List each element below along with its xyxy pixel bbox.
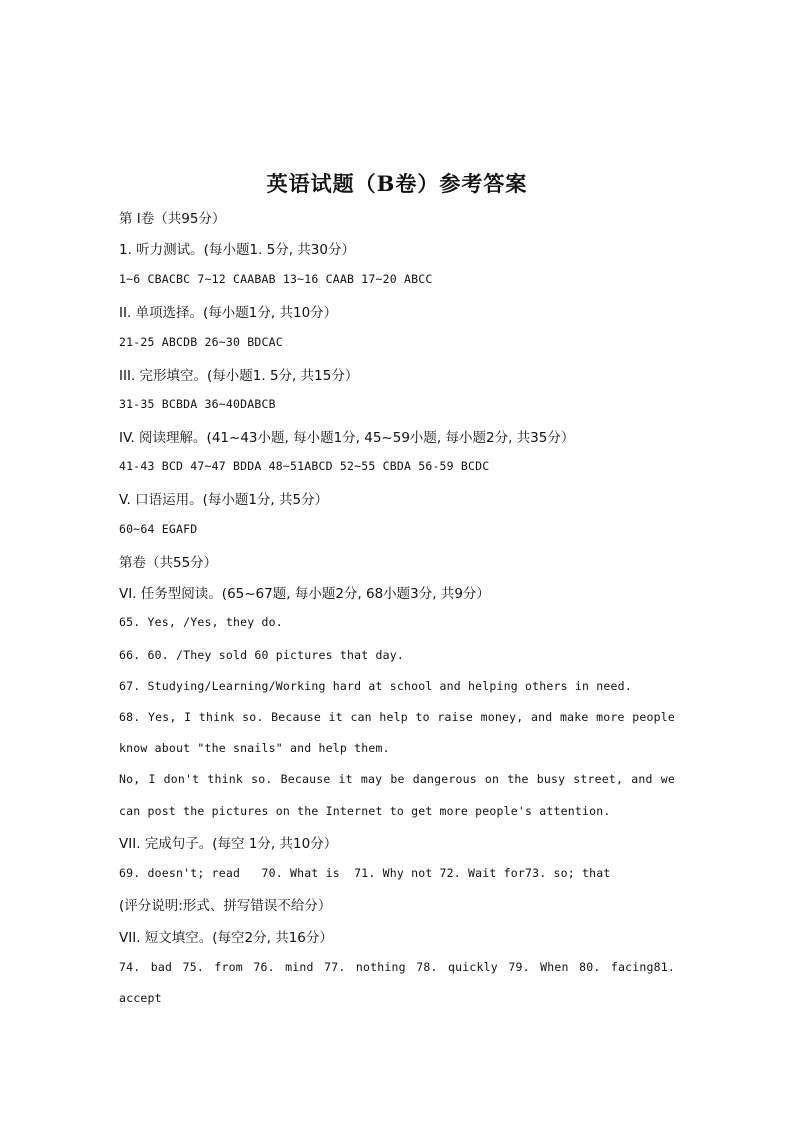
answers-cloze: 31-35 BCBDA 36~40DABCB [119, 397, 276, 411]
section-heading-single-choice: II. 单项选择。(每小题1分, 共10分） [119, 305, 338, 321]
answer-68-line-2: know about "the snails" and help them. [119, 741, 390, 755]
section-heading-reading: IV. 阅读理解。(41~43小题, 每小题1分, 45~59小题, 每小题2分, 共35分） [119, 430, 575, 446]
section-heading-volume-1: 第 I卷（共95分） [119, 211, 226, 227]
answers-oral: 60~64 EGAFD [119, 522, 198, 536]
section-heading-cloze: III. 完形填空。(每小题1. 5分, 共15分） [119, 368, 359, 384]
answer-65: 65. Yes, /Yes, they do. [119, 615, 283, 629]
answers-reading: 41-43 BCD 47~47 BDDA 48~51ABCD 52~55 CBDA 56-59 BCDC [119, 459, 490, 473]
section-heading-oral: V. 口语运用。(每小题1分, 共5分） [119, 492, 329, 508]
answer-68-alt-line-2: can post the pictures on the Internet to get more people's attention. [119, 804, 611, 818]
section-heading-listening: 1. 听力测试。(每小题1. 5分, 共30分） [119, 242, 355, 258]
section-heading-volume-2: 第卷（共55分） [119, 555, 218, 571]
section-heading-passage-fill: VII. 短文填空。(每空2分, 共16分） [119, 930, 333, 946]
answers-listening: 1~6 CBACBC 7~12 CAABAB 13~16 CAAB 17~20 ABCC [119, 272, 433, 286]
answers-passage-fill: 74. bad 75. from 76. mind 77. nothing 78. quickly 79. When 80. facing81. [119, 960, 675, 974]
section-heading-complete-sentences: VII. 完成句子。(每空 1分, 共10分） [119, 836, 338, 852]
scoring-note: (评分说明:形式、拼写错误不给分） [119, 898, 332, 914]
answers-single-choice: 21-25 ABCDB 26~30 BDCAC [119, 335, 283, 349]
answer-68-line-1: 68. Yes, I think so. Because it can help to raise money, and make more people [119, 710, 675, 724]
answer-68-alt-line-1: No, I don't think so. Because it may be dangerous on the busy street, and we [119, 772, 675, 786]
answers-complete-sentences: 69. doesn't; read 70. What is 71. Why not 72. Wait for73. so; that [119, 866, 611, 880]
answer-66: 66. 60. /They sold 60 pictures that day. [119, 648, 404, 662]
section-heading-task-reading: VI. 任务型阅读。(65~67题, 每小题2分, 68小题3分, 共9分） [119, 586, 490, 602]
page-title: 英语试题（B卷）参考答案 [266, 171, 528, 196]
answers-passage-fill-continued: accept [119, 991, 162, 1005]
answer-67: 67. Studying/Learning/Working hard at school and helping others in need. [119, 679, 632, 693]
